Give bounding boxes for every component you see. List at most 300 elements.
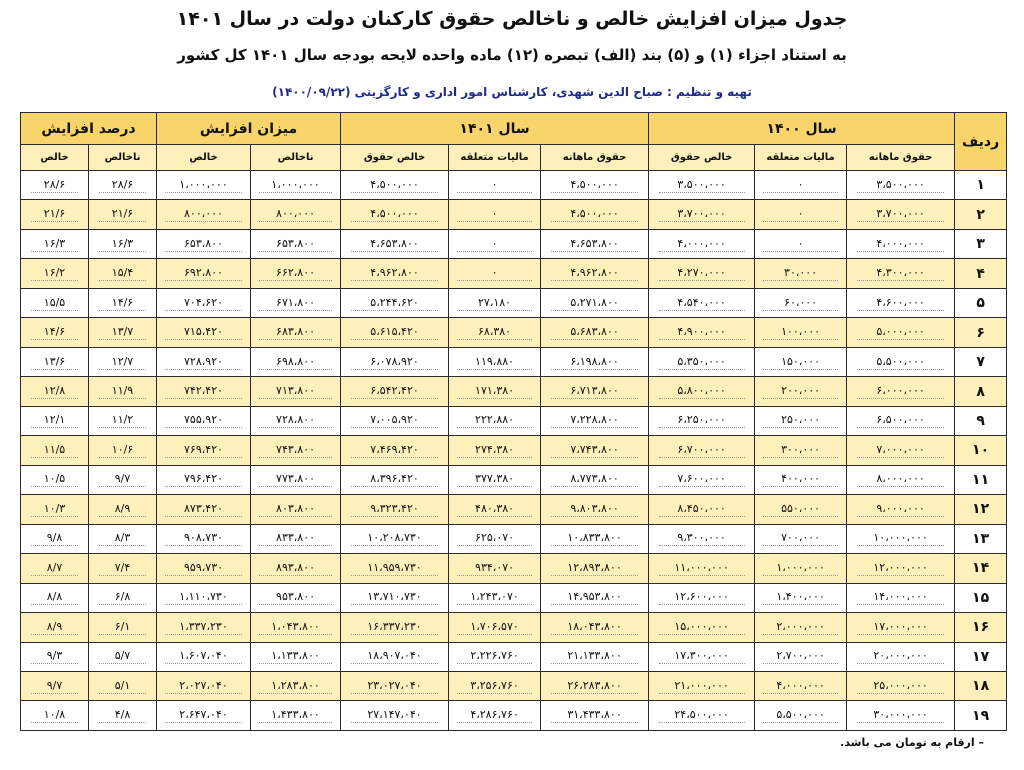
cell-monthly-salary-1401 [541, 671, 649, 700]
cell-monthly-salary-1401 [541, 613, 649, 642]
cell-net-salary-1400-value: ۱۷،۳۰۰،۰۰۰ [659, 649, 745, 664]
cell-net-salary-1400 [649, 701, 755, 731]
cell-net-salary-1400-value: ۳،۷۰۰،۰۰۰ [659, 207, 745, 222]
document-subtitle: به استناد اجزاء (۱) و (۵) بند (الف) تبصره (۱۲) ماده واحده لایحه بودجه سال ۱۴۰۱ کل کشور [177, 46, 847, 64]
cell-percent-gross [89, 406, 157, 435]
cell-increase-gross-value: ۸۹۳،۸۰۰ [259, 561, 332, 576]
cell-monthly-salary-1401 [541, 288, 649, 317]
cell-percent-gross [89, 200, 157, 229]
cell-increase-gross [251, 377, 341, 406]
cell-net-salary-1401-value: ۷،۴۶۹،۴۲۰ [351, 443, 439, 458]
cell-percent-gross [89, 259, 157, 288]
cell-increase-net [157, 436, 251, 465]
row-number: ۹ [955, 406, 1007, 435]
cell-tax-1400 [755, 436, 847, 465]
cell-tax-1401-value: ۹۳۴،۰۷۰ [457, 561, 532, 576]
cell-monthly-salary-1400-value: ۹،۰۰۰،۰۰۰ [857, 502, 945, 517]
cell-net-salary-1400-value: ۱۵،۰۰۰،۰۰۰ [659, 620, 745, 635]
row-number: ۱۵ [955, 583, 1007, 612]
cell-net-salary-1401 [341, 613, 449, 642]
cell-monthly-salary-1400 [847, 347, 955, 376]
cell-tax-1401 [449, 583, 541, 612]
cell-increase-gross [251, 171, 341, 200]
cell-increase-gross [251, 200, 341, 229]
cell-monthly-salary-1401 [541, 554, 649, 583]
cell-tax-1400 [755, 171, 847, 200]
row-number: ۱۴ [955, 554, 1007, 583]
cell-percent-gross-value: ۱۶/۳ [99, 237, 146, 252]
cell-monthly-salary-1401-value: ۱۰،۸۳۳،۸۰۰ [551, 531, 639, 546]
cell-percent-gross-value: ۲۱/۶ [99, 207, 146, 222]
document-title: جدول میزان افزایش خالص و ناخالص حقوق کارکنان دولت در سال ۱۴۰۱ [176, 8, 848, 30]
cell-percent-net [21, 436, 89, 465]
cell-increase-gross-value: ۸۳۳،۸۰۰ [259, 531, 332, 546]
cell-net-salary-1400-value: ۱۱،۰۰۰،۰۰۰ [659, 561, 745, 576]
cell-monthly-salary-1400-value: ۵،۵۰۰،۰۰۰ [857, 355, 945, 370]
cell-net-salary-1400 [649, 495, 755, 524]
cell-percent-net-value: ۱۳/۶ [31, 355, 78, 370]
cell-monthly-salary-1400 [847, 465, 955, 494]
cell-percent-net-value: ۱۵/۵ [31, 296, 78, 311]
cell-increase-gross [251, 613, 341, 642]
row-number: ۱ [955, 171, 1007, 200]
table-row [21, 406, 1007, 435]
cell-percent-gross [89, 465, 157, 494]
cell-tax-1400-value: ۴۰۰،۰۰۰ [763, 472, 838, 487]
column-header-row [21, 145, 1007, 171]
cell-tax-1400 [755, 229, 847, 258]
cell-tax-1400-value: ۳۰۰،۰۰۰ [763, 443, 838, 458]
cell-net-salary-1401 [341, 495, 449, 524]
cell-tax-1401 [449, 200, 541, 229]
cell-net-salary-1401-value: ۸،۳۹۶،۴۲۰ [351, 472, 439, 487]
table-row [21, 671, 1007, 700]
cell-tax-1401 [449, 495, 541, 524]
cell-monthly-salary-1400-value: ۲۰،۰۰۰،۰۰۰ [857, 649, 945, 664]
cell-monthly-salary-1401 [541, 495, 649, 524]
cell-monthly-salary-1401-value: ۹،۸۰۳،۸۰۰ [551, 502, 639, 517]
cell-increase-net [157, 406, 251, 435]
cell-tax-1401-value: ۳۷۷،۳۸۰ [457, 472, 532, 487]
cell-net-salary-1400 [649, 465, 755, 494]
cell-tax-1400 [755, 465, 847, 494]
row-number: ۲ [955, 200, 1007, 229]
cell-monthly-salary-1400 [847, 436, 955, 465]
cell-monthly-salary-1401 [541, 200, 649, 229]
cell-net-salary-1401 [341, 465, 449, 494]
cell-increase-gross [251, 524, 341, 553]
table-row [21, 229, 1007, 258]
cell-tax-1400-value: ۰ [763, 207, 838, 222]
cell-percent-net-value: ۱۴/۶ [31, 325, 78, 340]
cell-monthly-salary-1400-value: ۸،۰۰۰،۰۰۰ [857, 472, 945, 487]
cell-monthly-salary-1401-value: ۱۴،۹۵۳،۸۰۰ [551, 590, 639, 605]
cell-monthly-salary-1400 [847, 583, 955, 612]
cell-increase-gross-value: ۸۰۰،۰۰۰ [259, 207, 332, 222]
cell-monthly-salary-1401-value: ۴،۶۵۳،۸۰۰ [551, 237, 639, 252]
cell-percent-gross-value: ۱۵/۴ [99, 266, 146, 281]
cell-monthly-salary-1400 [847, 229, 955, 258]
cell-percent-net-value: ۸/۸ [31, 590, 78, 605]
cell-percent-gross [89, 701, 157, 731]
cell-tax-1400 [755, 583, 847, 612]
cell-net-salary-1401 [341, 406, 449, 435]
cell-net-salary-1400 [649, 613, 755, 642]
cell-increase-gross-value: ۶۵۳،۸۰۰ [259, 237, 332, 252]
cell-net-salary-1400 [649, 436, 755, 465]
cell-tax-1400 [755, 347, 847, 376]
row-number: ۱۰ [955, 436, 1007, 465]
table-body [21, 171, 1007, 731]
cell-monthly-salary-1401 [541, 229, 649, 258]
cell-increase-net-value: ۸۷۳،۴۲۰ [165, 502, 241, 517]
cell-increase-net-value: ۱،۰۰۰،۰۰۰ [165, 178, 241, 193]
cell-percent-gross [89, 377, 157, 406]
cell-monthly-salary-1401 [541, 436, 649, 465]
cell-tax-1401 [449, 377, 541, 406]
cell-percent-net-value: ۱۶/۲ [31, 266, 78, 281]
cell-increase-gross [251, 229, 341, 258]
cell-tax-1401-value: ۴،۲۸۶،۷۶۰ [457, 708, 532, 723]
row-number: ۸ [955, 377, 1007, 406]
cell-tax-1401-value: ۱،۷۰۶،۵۷۰ [457, 620, 532, 635]
cell-net-salary-1401-value: ۵،۲۴۴،۶۲۰ [351, 296, 439, 311]
cell-increase-net [157, 347, 251, 376]
cell-net-salary-1400 [649, 583, 755, 612]
cell-increase-gross [251, 671, 341, 700]
cell-net-salary-1401-value: ۷،۰۰۵،۹۲۰ [351, 413, 439, 428]
cell-monthly-salary-1400 [847, 642, 955, 671]
col-percent-net: خالص [21, 145, 89, 171]
cell-percent-gross-value: ۶/۱ [99, 620, 146, 635]
cell-increase-net [157, 583, 251, 612]
col-net-salary-1400: خالص حقوق [649, 145, 755, 171]
cell-net-salary-1401-value: ۱۰،۲۰۸،۷۳۰ [351, 531, 439, 546]
cell-monthly-salary-1400-value: ۴،۶۰۰،۰۰۰ [857, 296, 945, 311]
cell-net-salary-1400 [649, 318, 755, 347]
cell-increase-net-value: ۷۵۵،۹۲۰ [165, 413, 241, 428]
cell-tax-1401 [449, 259, 541, 288]
cell-increase-net-value: ۶۹۲،۸۰۰ [165, 266, 241, 281]
cell-increase-gross [251, 465, 341, 494]
cell-percent-gross-value: ۵/۱ [99, 679, 146, 694]
col-percent-gross: ناخالص [89, 145, 157, 171]
cell-increase-net [157, 554, 251, 583]
col-monthly-salary-1400: حقوق ماهانه [847, 145, 955, 171]
cell-monthly-salary-1401 [541, 465, 649, 494]
cell-monthly-salary-1401 [541, 377, 649, 406]
cell-percent-net-value: ۸/۷ [31, 561, 78, 576]
cell-increase-net-value: ۲،۰۲۷،۰۴۰ [165, 679, 241, 694]
cell-increase-net [157, 318, 251, 347]
cell-percent-net [21, 377, 89, 406]
cell-tax-1401-value: ۰ [457, 266, 532, 281]
cell-percent-net [21, 347, 89, 376]
cell-tax-1400-value: ۳۰،۰۰۰ [763, 266, 838, 281]
cell-percent-gross [89, 671, 157, 700]
cell-net-salary-1400 [649, 229, 755, 258]
cell-monthly-salary-1400-value: ۵،۰۰۰،۰۰۰ [857, 325, 945, 340]
cell-net-salary-1401-value: ۴،۹۶۲،۸۰۰ [351, 266, 439, 281]
cell-tax-1400-value: ۰ [763, 178, 838, 193]
cell-increase-gross-value: ۶۹۸،۸۰۰ [259, 355, 332, 370]
cell-percent-gross [89, 554, 157, 583]
cell-increase-gross-value: ۷۷۳،۸۰۰ [259, 472, 332, 487]
cell-monthly-salary-1401-value: ۷،۲۲۸،۸۰۰ [551, 413, 639, 428]
cell-increase-gross-value: ۶۶۲،۸۰۰ [259, 266, 332, 281]
cell-tax-1400 [755, 318, 847, 347]
cell-increase-net-value: ۷۹۶،۴۲۰ [165, 472, 241, 487]
cell-percent-net [21, 554, 89, 583]
cell-increase-net [157, 259, 251, 288]
cell-monthly-salary-1400 [847, 171, 955, 200]
table-row [21, 347, 1007, 376]
cell-tax-1401-value: ۰ [457, 237, 532, 252]
cell-monthly-salary-1400 [847, 613, 955, 642]
cell-monthly-salary-1401 [541, 259, 649, 288]
cell-increase-gross-value: ۹۵۳،۸۰۰ [259, 590, 332, 605]
cell-monthly-salary-1401-value: ۸،۷۷۳،۸۰۰ [551, 472, 639, 487]
table-row [21, 436, 1007, 465]
cell-net-salary-1401-value: ۱۱،۹۵۹،۷۳۰ [351, 561, 439, 576]
cell-net-salary-1400-value: ۴،۹۰۰،۰۰۰ [659, 325, 745, 340]
group-header-row [21, 113, 1007, 145]
cell-percent-gross [89, 229, 157, 258]
cell-tax-1400 [755, 642, 847, 671]
cell-percent-net-value: ۹/۷ [31, 679, 78, 694]
cell-percent-net [21, 701, 89, 731]
row-number: ۱۳ [955, 524, 1007, 553]
cell-monthly-salary-1400-value: ۴،۰۰۰،۰۰۰ [857, 237, 945, 252]
cell-monthly-salary-1401-value: ۶،۱۹۸،۸۰۰ [551, 355, 639, 370]
cell-increase-gross [251, 583, 341, 612]
cell-net-salary-1401 [341, 436, 449, 465]
cell-increase-gross [251, 259, 341, 288]
cell-percent-net [21, 171, 89, 200]
cell-increase-net [157, 701, 251, 731]
cell-percent-net-value: ۹/۳ [31, 649, 78, 664]
cell-monthly-salary-1400 [847, 318, 955, 347]
cell-tax-1400 [755, 406, 847, 435]
cell-percent-net [21, 671, 89, 700]
table-row [21, 200, 1007, 229]
cell-percent-net [21, 613, 89, 642]
cell-tax-1401-value: ۲۲۲،۸۸۰ [457, 413, 532, 428]
cell-percent-gross-value: ۲۸/۶ [99, 178, 146, 193]
cell-tax-1400 [755, 613, 847, 642]
row-number: ۱۸ [955, 671, 1007, 700]
cell-percent-net-value: ۱۶/۳ [31, 237, 78, 252]
cell-monthly-salary-1401 [541, 171, 649, 200]
year-1401-header: سال ۱۴۰۱ [341, 113, 649, 145]
cell-tax-1401-value: ۱،۲۴۳،۰۷۰ [457, 590, 532, 605]
cell-increase-gross [251, 495, 341, 524]
cell-increase-net-value: ۸۰۰،۰۰۰ [165, 207, 241, 222]
cell-net-salary-1400 [649, 377, 755, 406]
cell-tax-1401 [449, 613, 541, 642]
cell-tax-1400-value: ۶۰،۰۰۰ [763, 296, 838, 311]
row-number: ۷ [955, 347, 1007, 376]
cell-net-salary-1400-value: ۶،۷۰۰،۰۰۰ [659, 443, 745, 458]
cell-monthly-salary-1400 [847, 406, 955, 435]
cell-percent-net [21, 524, 89, 553]
cell-percent-gross [89, 318, 157, 347]
cell-monthly-salary-1401-value: ۲۶،۲۸۳،۸۰۰ [551, 679, 639, 694]
cell-percent-gross-value: ۱۲/۷ [99, 355, 146, 370]
cell-increase-gross-value: ۶۸۳،۸۰۰ [259, 325, 332, 340]
cell-increase-net [157, 495, 251, 524]
cell-tax-1401-value: ۰ [457, 207, 532, 222]
cell-net-salary-1401 [341, 377, 449, 406]
cell-net-salary-1400-value: ۲۱،۰۰۰،۰۰۰ [659, 679, 745, 694]
cell-tax-1400 [755, 554, 847, 583]
cell-increase-net [157, 288, 251, 317]
cell-percent-gross-value: ۵/۷ [99, 649, 146, 664]
cell-net-salary-1400-value: ۳،۵۰۰،۰۰۰ [659, 178, 745, 193]
cell-tax-1400-value: ۱۵۰،۰۰۰ [763, 355, 838, 370]
cell-percent-net-value: ۱۰/۵ [31, 472, 78, 487]
cell-monthly-salary-1401-value: ۲۱،۱۳۳،۸۰۰ [551, 649, 639, 664]
cell-tax-1401-value: ۰ [457, 178, 532, 193]
cell-tax-1400 [755, 524, 847, 553]
cell-percent-net-value: ۱۲/۸ [31, 384, 78, 399]
cell-increase-net-value: ۷۴۲،۴۲۰ [165, 384, 241, 399]
cell-increase-gross [251, 288, 341, 317]
cell-tax-1400-value: ۱۰۰،۰۰۰ [763, 325, 838, 340]
cell-net-salary-1401-value: ۱۶،۳۳۷،۲۳۰ [351, 620, 439, 635]
cell-net-salary-1401 [341, 259, 449, 288]
cell-increase-gross [251, 701, 341, 731]
cell-percent-gross [89, 436, 157, 465]
cell-net-salary-1401-value: ۴،۶۵۳،۸۰۰ [351, 237, 439, 252]
cell-increase-net [157, 229, 251, 258]
cell-monthly-salary-1400-value: ۶،۰۰۰،۰۰۰ [857, 384, 945, 399]
cell-percent-gross-value: ۴/۸ [99, 708, 146, 723]
cell-tax-1401-value: ۲،۲۲۶،۷۶۰ [457, 649, 532, 664]
cell-monthly-salary-1401-value: ۵،۲۷۱،۸۰۰ [551, 296, 639, 311]
cell-increase-net-value: ۹۵۹،۷۳۰ [165, 561, 241, 576]
cell-net-salary-1400 [649, 642, 755, 671]
cell-monthly-salary-1400-value: ۳،۷۰۰،۰۰۰ [857, 207, 945, 222]
row-number: ۴ [955, 259, 1007, 288]
cell-monthly-salary-1400-value: ۱۰،۰۰۰،۰۰۰ [857, 531, 945, 546]
cell-percent-net-value: ۱۰/۸ [31, 708, 78, 723]
cell-increase-gross-value: ۷۴۳،۸۰۰ [259, 443, 332, 458]
cell-tax-1400 [755, 259, 847, 288]
cell-increase-gross [251, 347, 341, 376]
cell-increase-gross-value: ۶۷۱،۸۰۰ [259, 296, 332, 311]
cell-increase-net-value: ۷۶۹،۴۲۰ [165, 443, 241, 458]
cell-net-salary-1400 [649, 200, 755, 229]
cell-increase-gross [251, 318, 341, 347]
cell-percent-gross [89, 642, 157, 671]
cell-increase-net-value: ۹۰۸،۷۳۰ [165, 531, 241, 546]
cell-tax-1400-value: ۱،۰۰۰،۰۰۰ [763, 561, 838, 576]
cell-increase-gross [251, 436, 341, 465]
cell-monthly-salary-1400-value: ۳،۵۰۰،۰۰۰ [857, 178, 945, 193]
table-row [21, 495, 1007, 524]
cell-tax-1400 [755, 288, 847, 317]
year-1400-header: سال ۱۴۰۰ [649, 113, 955, 145]
cell-net-salary-1401-value: ۱۳،۷۱۰،۷۳۰ [351, 590, 439, 605]
cell-net-salary-1401 [341, 200, 449, 229]
cell-increase-gross-value: ۷۲۸،۸۰۰ [259, 413, 332, 428]
cell-net-salary-1401 [341, 524, 449, 553]
cell-tax-1401-value: ۲۷۴،۳۸۰ [457, 443, 532, 458]
cell-increase-net-value: ۷۲۸،۹۲۰ [165, 355, 241, 370]
cell-monthly-salary-1401-value: ۳۱،۴۳۳،۸۰۰ [551, 708, 639, 723]
cell-increase-gross-value: ۸۰۳،۸۰۰ [259, 502, 332, 517]
cell-monthly-salary-1401-value: ۴،۹۶۲،۸۰۰ [551, 266, 639, 281]
cell-monthly-salary-1400-value: ۴،۳۰۰،۰۰۰ [857, 266, 945, 281]
cell-percent-net [21, 642, 89, 671]
cell-percent-net-value: ۱۲/۱ [31, 413, 78, 428]
table-row [21, 701, 1007, 731]
cell-percent-gross [89, 171, 157, 200]
cell-monthly-salary-1401-value: ۴،۵۰۰،۰۰۰ [551, 178, 639, 193]
cell-net-salary-1401-value: ۴،۵۰۰،۰۰۰ [351, 207, 439, 222]
cell-tax-1401-value: ۱۱۹،۸۸۰ [457, 355, 532, 370]
cell-monthly-salary-1401 [541, 642, 649, 671]
cell-percent-net [21, 200, 89, 229]
cell-monthly-salary-1400 [847, 377, 955, 406]
cell-increase-gross-value: ۱،۲۸۳،۸۰۰ [259, 679, 332, 694]
cell-tax-1401-value: ۱۷۱،۳۸۰ [457, 384, 532, 399]
increase-amount-header: میزان افزایش [157, 113, 341, 145]
col-net-salary-1401: خالص حقوق [341, 145, 449, 171]
cell-increase-gross-value: ۱،۰۰۰،۰۰۰ [259, 178, 332, 193]
cell-percent-gross [89, 288, 157, 317]
cell-tax-1400-value: ۷۰۰،۰۰۰ [763, 531, 838, 546]
cell-net-salary-1400 [649, 524, 755, 553]
cell-net-salary-1401 [341, 229, 449, 258]
cell-net-salary-1401 [341, 671, 449, 700]
cell-increase-net-value: ۶۵۳،۸۰۰ [165, 237, 241, 252]
cell-net-salary-1400-value: ۵،۳۵۰،۰۰۰ [659, 355, 745, 370]
cell-percent-gross-value: ۸/۹ [99, 502, 146, 517]
cell-monthly-salary-1400 [847, 495, 955, 524]
increase-percent-header: درصد افزایش [21, 113, 157, 145]
cell-net-salary-1400 [649, 288, 755, 317]
cell-tax-1400-value: ۲۰۰،۰۰۰ [763, 384, 838, 399]
cell-net-salary-1401-value: ۴،۵۰۰،۰۰۰ [351, 178, 439, 193]
cell-tax-1401 [449, 171, 541, 200]
col-monthly-salary-1401: حقوق ماهانه [541, 145, 649, 171]
cell-percent-gross [89, 347, 157, 376]
cell-net-salary-1400 [649, 259, 755, 288]
cell-net-salary-1400-value: ۴،۲۷۰،۰۰۰ [659, 266, 745, 281]
table-row [21, 318, 1007, 347]
cell-net-salary-1401 [341, 701, 449, 731]
cell-increase-net-value: ۷۰۴،۶۲۰ [165, 296, 241, 311]
cell-net-salary-1400-value: ۴،۰۰۰،۰۰۰ [659, 237, 745, 252]
cell-tax-1401 [449, 318, 541, 347]
cell-increase-net [157, 524, 251, 553]
cell-monthly-salary-1401-value: ۵،۶۸۳،۸۰۰ [551, 325, 639, 340]
cell-monthly-salary-1400-value: ۱۲،۰۰۰،۰۰۰ [857, 561, 945, 576]
cell-tax-1401 [449, 701, 541, 731]
cell-increase-gross [251, 554, 341, 583]
cell-monthly-salary-1400 [847, 259, 955, 288]
cell-net-salary-1401-value: ۲۷،۱۴۷،۰۴۰ [351, 708, 439, 723]
cell-monthly-salary-1400-value: ۳۰،۰۰۰،۰۰۰ [857, 708, 945, 723]
cell-net-salary-1400 [649, 347, 755, 376]
cell-percent-net [21, 229, 89, 258]
table-row [21, 171, 1007, 200]
cell-increase-gross [251, 642, 341, 671]
cell-net-salary-1401-value: ۶،۵۴۲،۴۲۰ [351, 384, 439, 399]
cell-monthly-salary-1401 [541, 583, 649, 612]
